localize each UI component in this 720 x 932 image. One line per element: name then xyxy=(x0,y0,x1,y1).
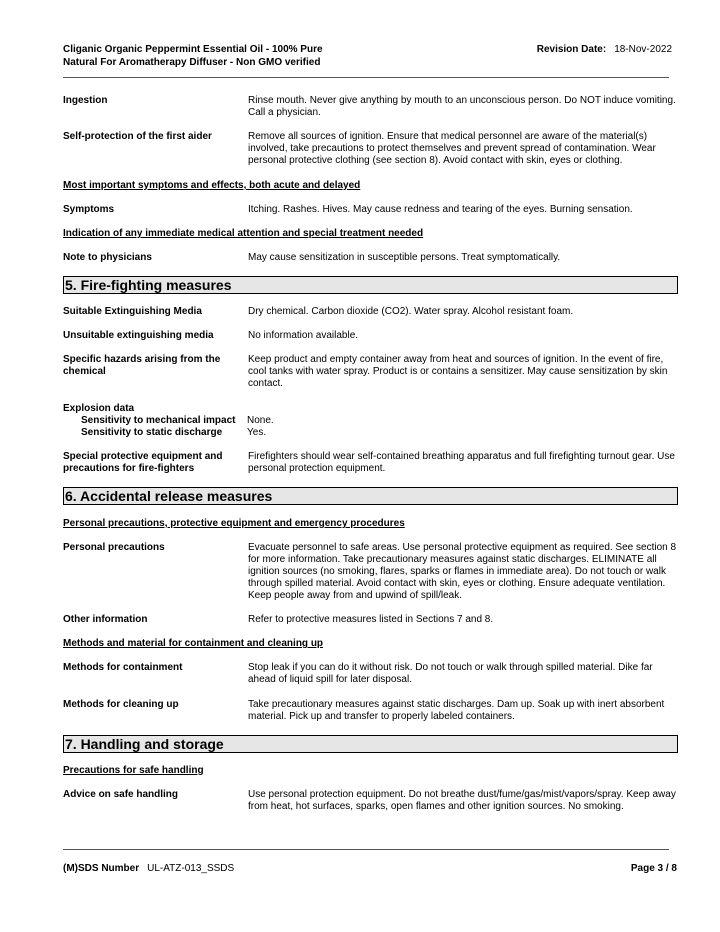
self-protection-text: Remove all sources of ignition. Ensure that medical personnel are aware of the material(s) involved, take precautions to protect themselves and prevent spread of contamination. Wear personal protective clothing (see section 8). Avoid contact with skin, eyes or clothing. xyxy=(248,131,656,166)
ingestion-label: Ingestion xyxy=(63,95,108,106)
mechanical-impact-row xyxy=(63,415,274,427)
specific-hazards-text: Keep product and empty container away from heat and sources of ignition. In the event of fire, cool tanks with water spray. Product is or contains a sensitizer. May cause sensitization by skin contact. xyxy=(248,354,668,389)
sds-number-value: UL-ATZ-013_SSDS xyxy=(147,863,235,874)
explosion-data-title: Explosion data xyxy=(63,403,135,414)
symptoms-label: Symptoms xyxy=(63,204,115,215)
mechanical-impact-value: None. xyxy=(247,415,274,426)
mechanical-impact-label: Sensitivity to mechanical impact xyxy=(81,415,236,426)
containment-text: Stop leak if you can do it without risk. Do not touch or walk through spilled material. Dike far ahead of liquid spill for later disposal. xyxy=(248,662,653,685)
header-divider xyxy=(63,77,669,78)
personal-precautions-label: Personal precautions xyxy=(63,542,165,553)
document-title-line1: Cliganic Organic Peppermint Essential Oil - 100% Pure xyxy=(63,44,323,55)
static-discharge-row xyxy=(63,427,274,439)
cleaning-up-text: Take precautionary measures against static discharges. Dam up. Soak up with inert absorbent material. Pick up and transfer to properly labeled containers. xyxy=(248,699,665,722)
containment-label: Methods for containment xyxy=(63,662,183,673)
static-discharge-value: Yes. xyxy=(247,427,267,438)
explosion-data xyxy=(63,403,274,439)
other-information-text: Refer to protective measures listed in Sections 7 and 8. xyxy=(248,614,494,625)
specific-hazards-label: Specific hazards arising from the chemical xyxy=(63,354,221,377)
physicians-text: May cause sensitization in susceptible persons. Treat symptomatically. xyxy=(248,252,561,263)
revision-date xyxy=(537,43,672,56)
revision-label: Revision Date: xyxy=(536,44,607,55)
page-number: Page 3 / 8 xyxy=(630,863,677,874)
protective-equipment-label: Special protective equipment and precautions for fire-fighters xyxy=(63,451,223,474)
personal-precautions-heading: Personal precautions, protective equipment and emergency procedures xyxy=(63,518,405,529)
static-discharge-label: Sensitivity to static discharge xyxy=(81,427,223,438)
unsuitable-media-text: No information available. xyxy=(248,330,359,341)
footer-divider xyxy=(63,849,669,850)
section-6-title: 6. Accidental release measures xyxy=(63,487,678,505)
sds-number xyxy=(63,863,234,874)
symptoms-heading: Most important symptoms and effects, both acute and delayed xyxy=(63,180,361,191)
document-title-line2: Natural For Aromatherapy Diffuser - Non GMO verified xyxy=(63,57,321,68)
personal-precautions-text: Evacuate personnel to safe areas. Use personal protective equipment as required. See section 8 for more information. Take precautionary measures against static discharges. ELIMINATE all ignition sources (no smoking, flares, sparks or flames in immediate area). Do not touch or walk through spilled material. Avoid contact with skin, eyes or clothing. Ensure adequate ventilation. Keep people away from and upwind of spill/leak. xyxy=(248,542,677,601)
safe-handling-heading: Precautions for safe handling xyxy=(63,765,204,776)
unsuitable-media-label: Unsuitable extinguishing media xyxy=(63,330,214,341)
safe-handling-text: Use personal protection equipment. Do not breathe dust/fume/gas/mist/vapors/spray. Keep away from heat, hot surfaces, sparks, open flames and other ignition sources. No smoking. xyxy=(248,789,676,812)
section-7-title: 7. Handling and storage xyxy=(63,735,678,753)
physicians-label: Note to physicians xyxy=(63,252,152,263)
sds-number-label: (M)SDS Number xyxy=(63,863,140,874)
section-5-title: 5. Fire-fighting measures xyxy=(63,276,678,294)
footer xyxy=(63,863,677,875)
suitable-media-text: Dry chemical. Carbon dioxide (CO2). Water spray. Alcohol resistant foam. xyxy=(248,306,574,317)
cleaning-up-label: Methods for cleaning up xyxy=(63,699,179,710)
document-title xyxy=(63,43,483,69)
suitable-media-label: Suitable Extinguishing Media xyxy=(63,306,202,317)
medical-attention-heading: Indication of any immediate medical attention and special treatment needed xyxy=(63,228,424,239)
ingestion-text: Rinse mouth. Never give anything by mouth to an unconscious person. Do NOT induce vomiting. Call a physician. xyxy=(248,95,676,118)
containment-heading: Methods and material for containment and cleaning up xyxy=(63,638,324,649)
other-information-label: Other information xyxy=(63,614,148,625)
revision-value: 18-Nov-2022 xyxy=(614,44,672,55)
self-protection-label: Self-protection of the first aider xyxy=(63,131,212,142)
protective-equipment-text: Firefighters should wear self-contained breathing apparatus and full firefighting turnout gear. Use personal protection equipment. xyxy=(248,451,675,474)
symptoms-text: Itching. Rashes. Hives. May cause redness and tearing of the eyes. Burning sensation. xyxy=(248,204,633,215)
safe-handling-label: Advice on safe handling xyxy=(63,789,179,800)
